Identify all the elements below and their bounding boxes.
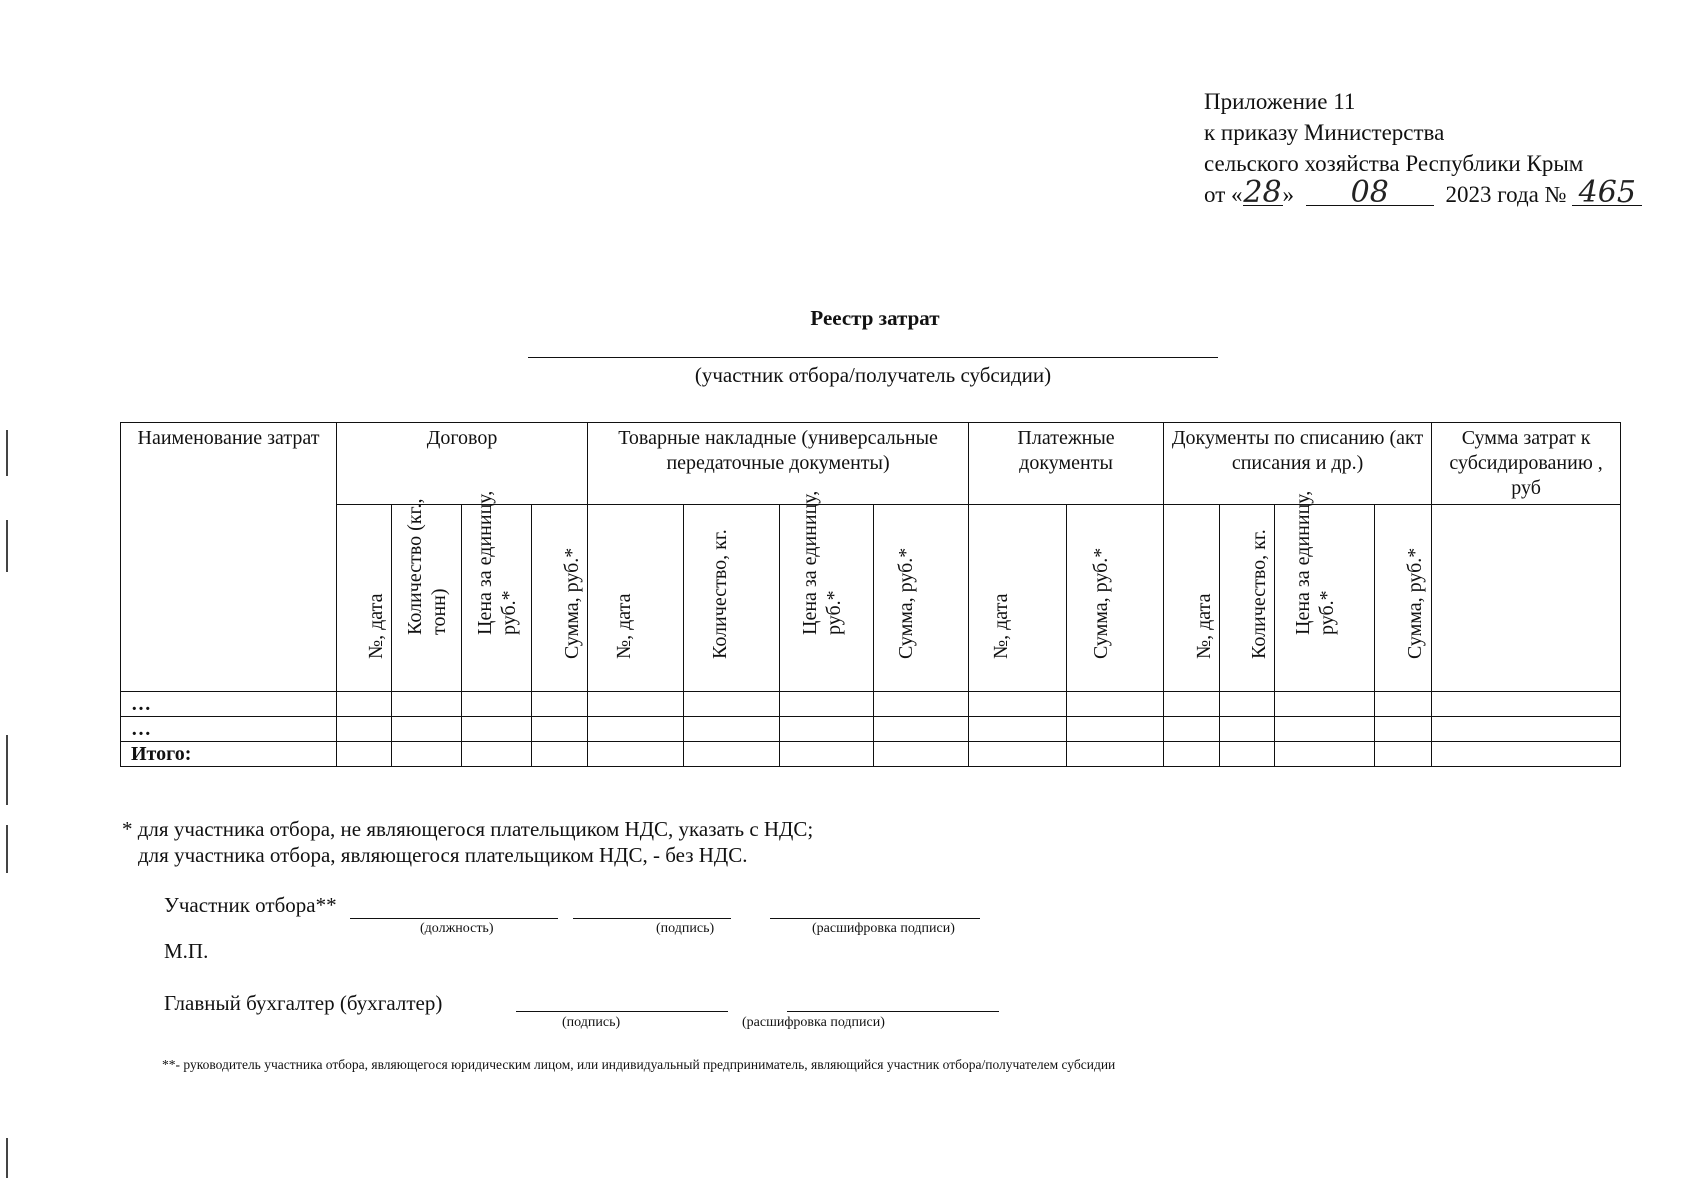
scan-margin-mark bbox=[6, 825, 8, 873]
participant-signature-label: Участник отбора** bbox=[164, 893, 337, 917]
signature-line bbox=[573, 918, 731, 919]
row-label: … bbox=[121, 717, 337, 742]
subheader-contract-quantity: Количество (кг., тонн) bbox=[403, 498, 450, 635]
subheader-cell bbox=[392, 498, 462, 692]
subheader-cell bbox=[337, 505, 392, 692]
subheader-cell bbox=[1164, 505, 1220, 692]
subheader-contract-sum: Сумма, руб.* bbox=[560, 547, 583, 659]
subheader-contract-price: Цена за единицу, руб.* bbox=[473, 490, 520, 635]
header-payments: Платежные документы bbox=[969, 423, 1164, 505]
scan-margin-mark bbox=[6, 1138, 8, 1178]
subheader-cell-empty bbox=[1432, 505, 1621, 692]
page-title: Реестр затрат bbox=[810, 306, 940, 330]
table-row-total bbox=[121, 742, 1621, 767]
decode-line bbox=[770, 918, 980, 919]
table-row bbox=[121, 692, 1621, 717]
subheader-cell bbox=[1220, 505, 1275, 692]
total-row-label: Итого: bbox=[121, 742, 337, 767]
subheader-payment-number: №, дата bbox=[990, 593, 1013, 659]
subheader-writeoff-quantity: Количество, кг. bbox=[1248, 529, 1271, 659]
accountant-signature-caption: (подпись) bbox=[562, 1015, 621, 1030]
table-row bbox=[121, 717, 1621, 742]
header-total-sum: Сумма затрат к субсидированию , руб bbox=[1432, 423, 1621, 505]
header-invoices: Товарные накладные (универсальные передаточные документы) bbox=[588, 423, 969, 505]
header-writeoff: Документы по списанию (акт списания и др.) bbox=[1164, 423, 1432, 505]
accountant-label: Главный бухгалтер (бухгалтер) bbox=[164, 991, 443, 1015]
subheader-cell bbox=[780, 490, 874, 692]
subheader-contract-number: №, дата bbox=[365, 593, 387, 659]
subheader-invoice-quantity: Количество, кг. bbox=[709, 529, 732, 659]
subheader-payment-sum: Сумма, руб.* bbox=[1090, 547, 1113, 659]
appendix-block bbox=[1204, 86, 1642, 210]
scan-margin-mark bbox=[6, 430, 8, 476]
row-label: … bbox=[121, 692, 337, 717]
date-month: 08 bbox=[1306, 181, 1434, 206]
subheader-cell bbox=[684, 505, 780, 692]
order-number: 465 bbox=[1572, 181, 1642, 206]
date-mid: » bbox=[1282, 182, 1294, 207]
vat-footnote bbox=[122, 816, 813, 868]
subheader-invoice-sum: Сумма, руб.* bbox=[895, 547, 918, 659]
participant-caption: (участник отбора/получатель субсидии) bbox=[694, 363, 1052, 387]
appendix-ministry-line: сельского хозяйства Республики Крым bbox=[1204, 151, 1584, 176]
subheader-writeoff-price: Цена за единицу, руб.* bbox=[1292, 490, 1339, 635]
header-contract: Договор bbox=[337, 423, 588, 505]
date-prefix: от « bbox=[1204, 182, 1243, 207]
accountant-decode-caption: (расшифровка подписи) bbox=[742, 1015, 885, 1030]
subheader-invoice-number: №, дата bbox=[613, 593, 636, 659]
date-year: 2023 года № bbox=[1445, 182, 1567, 207]
subheader-cell bbox=[532, 505, 588, 692]
accountant-decode-line bbox=[787, 1011, 999, 1012]
subheader-writeoff-number: №, дата bbox=[1192, 593, 1215, 659]
subheader-cell bbox=[462, 490, 532, 692]
date-day: 28 bbox=[1243, 175, 1282, 210]
cost-registry-table bbox=[120, 422, 1621, 767]
decode-caption: (расшифровка подписи) bbox=[812, 921, 955, 936]
subheader-invoice-price: Цена за единицу, руб.* bbox=[799, 490, 846, 635]
appendix-title: Приложение 11 bbox=[1204, 89, 1356, 114]
participant-name-line bbox=[528, 357, 1218, 358]
subheader-cell bbox=[1275, 490, 1375, 692]
header-cost-name: Наименование затрат bbox=[121, 423, 337, 692]
appendix-date-line bbox=[1204, 175, 1642, 210]
scan-margin-mark bbox=[6, 735, 8, 805]
position-line bbox=[350, 918, 558, 919]
subheader-writeoff-sum: Сумма, руб.* bbox=[1404, 547, 1427, 659]
subheader-cell bbox=[588, 505, 684, 692]
scan-margin-mark bbox=[6, 520, 8, 572]
vat-footnote-line2: для участника отбора, являющегося плательщиком НДС, - без НДС. bbox=[138, 843, 748, 867]
subheader-cell bbox=[874, 505, 969, 692]
signature-caption: (подпись) bbox=[656, 921, 715, 936]
subheader-cell bbox=[969, 505, 1067, 692]
accountant-signature-line bbox=[516, 1011, 728, 1012]
subheader-cell bbox=[1067, 505, 1164, 692]
position-caption: (должность) bbox=[420, 921, 494, 936]
vat-footnote-line1: * для участника отбора, не являющегося плательщиком НДС, указать с НДС; bbox=[122, 817, 814, 841]
head-footnote: **- руководитель участника отбора, являющегося юридическим лицом, или индивидуальный предприниматель, являющийся участник отбора/получателем субсидии bbox=[162, 1057, 1116, 1072]
appendix-order-line: к приказу Министерства bbox=[1204, 120, 1445, 145]
subheader-cell bbox=[1375, 505, 1432, 692]
stamp-label: М.П. bbox=[164, 939, 209, 963]
